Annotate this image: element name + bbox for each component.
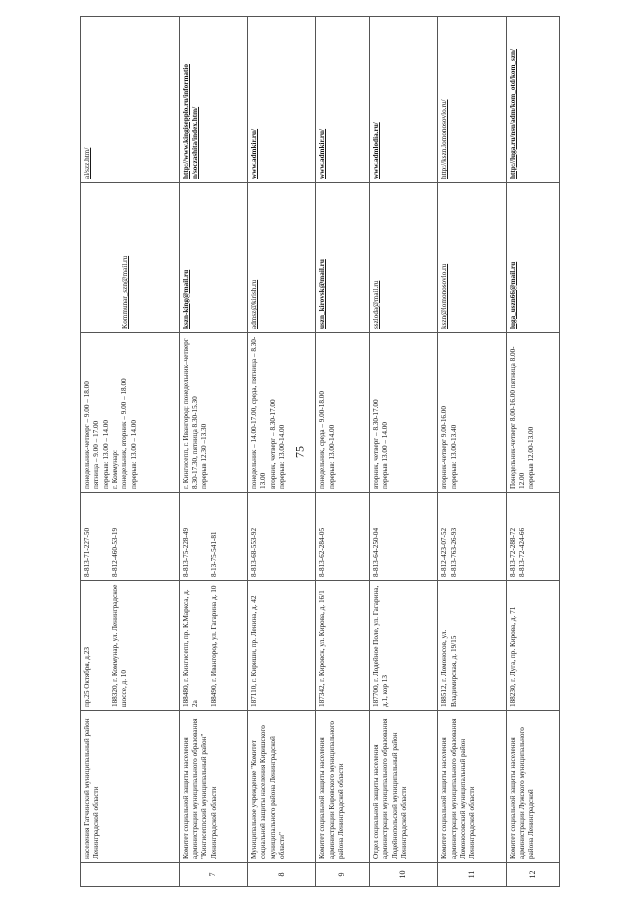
website-cell	[81, 17, 180, 183]
row-number: 12	[506, 863, 559, 887]
website-link[interactable]: http://kszn.lomonosovlo.ru/	[440, 99, 449, 179]
email-cell	[369, 183, 437, 333]
phone-cell: 8-812-423-07-52 8-813-763-26-93	[438, 493, 506, 581]
website-cell	[438, 17, 506, 183]
address-cell: 188512, г. Ломоносов, ул. Владимирская, д. 19/15	[438, 581, 506, 711]
table-row	[179, 17, 247, 887]
hours-cell: Понедельник-четверг 8.00-16.00 пятница 8.00-12.00 перерыв 12.00-13.00	[506, 333, 559, 493]
email-link[interactable]: kszn-king@mail.ru	[181, 269, 190, 329]
org-cell: Комитет социальной защиты населения администрации муниципального образования Ломоносовский муниципальный район Ленинградской области	[438, 711, 506, 863]
row-number: 7	[179, 863, 247, 887]
table-row	[316, 17, 369, 887]
website-link[interactable]: http://luga.ru/nsu/adm/kom_otd/kom_szn/	[508, 48, 517, 179]
email-cell	[506, 183, 559, 333]
address-cell: пр.25 Октября, д.23 188320, г. Коммунар, ул. Ленинградское шоссе, д. 10	[81, 581, 180, 711]
table-row	[81, 17, 180, 887]
website-cell	[248, 17, 316, 183]
row-number	[81, 863, 180, 887]
table-row	[369, 17, 437, 887]
org-cell: Отдел социальной защиты населения администрации муниципального образования Лодейнопольский муниципальный район Ленинградской области	[369, 711, 437, 863]
rotated-table-container	[80, 17, 560, 887]
email-cell	[81, 183, 180, 333]
address-cell: 188480, г. Кингисепп, пр. К.Маркса, д. 2а 188490, г. Ивангород, ул. Гагарина д. 10	[179, 581, 247, 711]
email-link[interactable]: sszloda@mail.ru	[371, 280, 380, 329]
org-cell: Комитет социальной защиты населения администрации муниципального образования "Кингисеппский муниципальный район" Ленинградской области	[179, 711, 247, 863]
row-number: 8	[248, 863, 316, 887]
row-number: 9	[316, 863, 369, 887]
email-link[interactable]: kszn@lomonosovlo.ru	[440, 263, 449, 329]
website-link[interactable]: http://www.kingisepplo.ru/informatio n/soczashita/index.htm/	[181, 63, 199, 179]
website-link[interactable]: www.admkir.ru/	[318, 128, 327, 179]
website-link[interactable]: www.admlodia.ru/	[371, 122, 380, 179]
table-row	[506, 17, 559, 887]
hours-cell: г. Кингисепп, г. Ивангород: понедельник–четверг 8.30-17.30, пятница 8.30-15.30 перерыв 12.30 –13.30	[179, 333, 247, 493]
org-cell: Комитет социальной защиты населения администрации Кировского муниципального района Ленинградской области	[316, 711, 369, 863]
address-cell: 188230, г. Луга, пр. Кирова, д. 71	[506, 581, 559, 711]
hours-cell: понедельник-четверг – 9.00 – 18.00 пятница – 9.00 – 17.00 перерыв: 13.00 – 14.00 г. Коммунар: понедельник, вторник – 9.00 – 18.00 перерыв: 13.00 – 14.00	[81, 333, 180, 493]
org-cell: Муниципальное учреждение "Комитет социальной защиты населения Киришского муниципального района Ленинградской области"	[248, 711, 316, 863]
address-cell: 187110, г. Кириши, пр. Ленина, д. 42	[248, 581, 316, 711]
email-link[interactable]: Kommunar_szn@mail.ru	[121, 255, 129, 329]
row-number: 10	[369, 863, 437, 887]
email-cell	[248, 183, 316, 333]
page-number: 75	[292, 446, 307, 458]
phone-cell: 8-813-71-227-50 8-812-460-53-19	[81, 493, 180, 581]
email-cell	[316, 183, 369, 333]
website-cell	[506, 17, 559, 183]
org-cell: Комитет социальной защиты населения администрации Лужского муниципального района Ленинградской	[506, 711, 559, 863]
phone-cell: 8-813-68-553-92	[248, 493, 316, 581]
email-cell	[179, 183, 247, 333]
email-link[interactable]: luga_uszn66@mail.ru	[508, 261, 517, 329]
hours-cell: понедельник – 14.00-17.00, среда, пятница – 8.30-13.00 вторник, четверг – 8.30-17.00 перерыв: 13.00-14.00	[248, 333, 316, 493]
website-cell	[316, 17, 369, 183]
email-cell	[438, 183, 506, 333]
table-row	[438, 17, 506, 887]
website-link[interactable]: al/szz.htm/	[83, 147, 91, 179]
phone-cell: 8-813-64-250-04	[369, 493, 437, 581]
email-link[interactable]: admsz@kirish.ru	[250, 279, 259, 329]
phone-cell: 8-813-72-288-72 8-813-72-424-66	[506, 493, 559, 581]
address-cell: 187700, г. Лодейное Поле, ул. Гагарина, д.1, кор 13	[369, 581, 437, 711]
row-number: 11	[438, 863, 506, 887]
phone-cell: 8-813-75-228-49 8-13-75-541-81	[179, 493, 247, 581]
hours-cell: понедельник, среда – 9.00-18.00 перерыв: 13.00-14.00	[316, 333, 369, 493]
email-link[interactable]: uszn_kirovsk@mail.ru	[318, 259, 327, 329]
phone-cell: 8-813-62-284-05	[316, 493, 369, 581]
social-protection-table	[80, 16, 560, 887]
hours-cell: вторник, четверг – 8.30-17.00 перерыв 13.00 – 14.00	[369, 333, 437, 493]
hours-cell: вторник-четверг 9.00-16.00 перерыв: 13.00-13.40	[438, 333, 506, 493]
table-row	[248, 17, 316, 887]
website-cell	[369, 17, 437, 183]
website-cell	[179, 17, 247, 183]
org-cell: населения Гатчинский муниципальный район Ленинградской области	[81, 711, 180, 863]
website-link[interactable]: www.admkir.ru/	[250, 128, 259, 179]
address-cell: 187342, г. Кировск, ул. Кирова, д. 16/1	[316, 581, 369, 711]
